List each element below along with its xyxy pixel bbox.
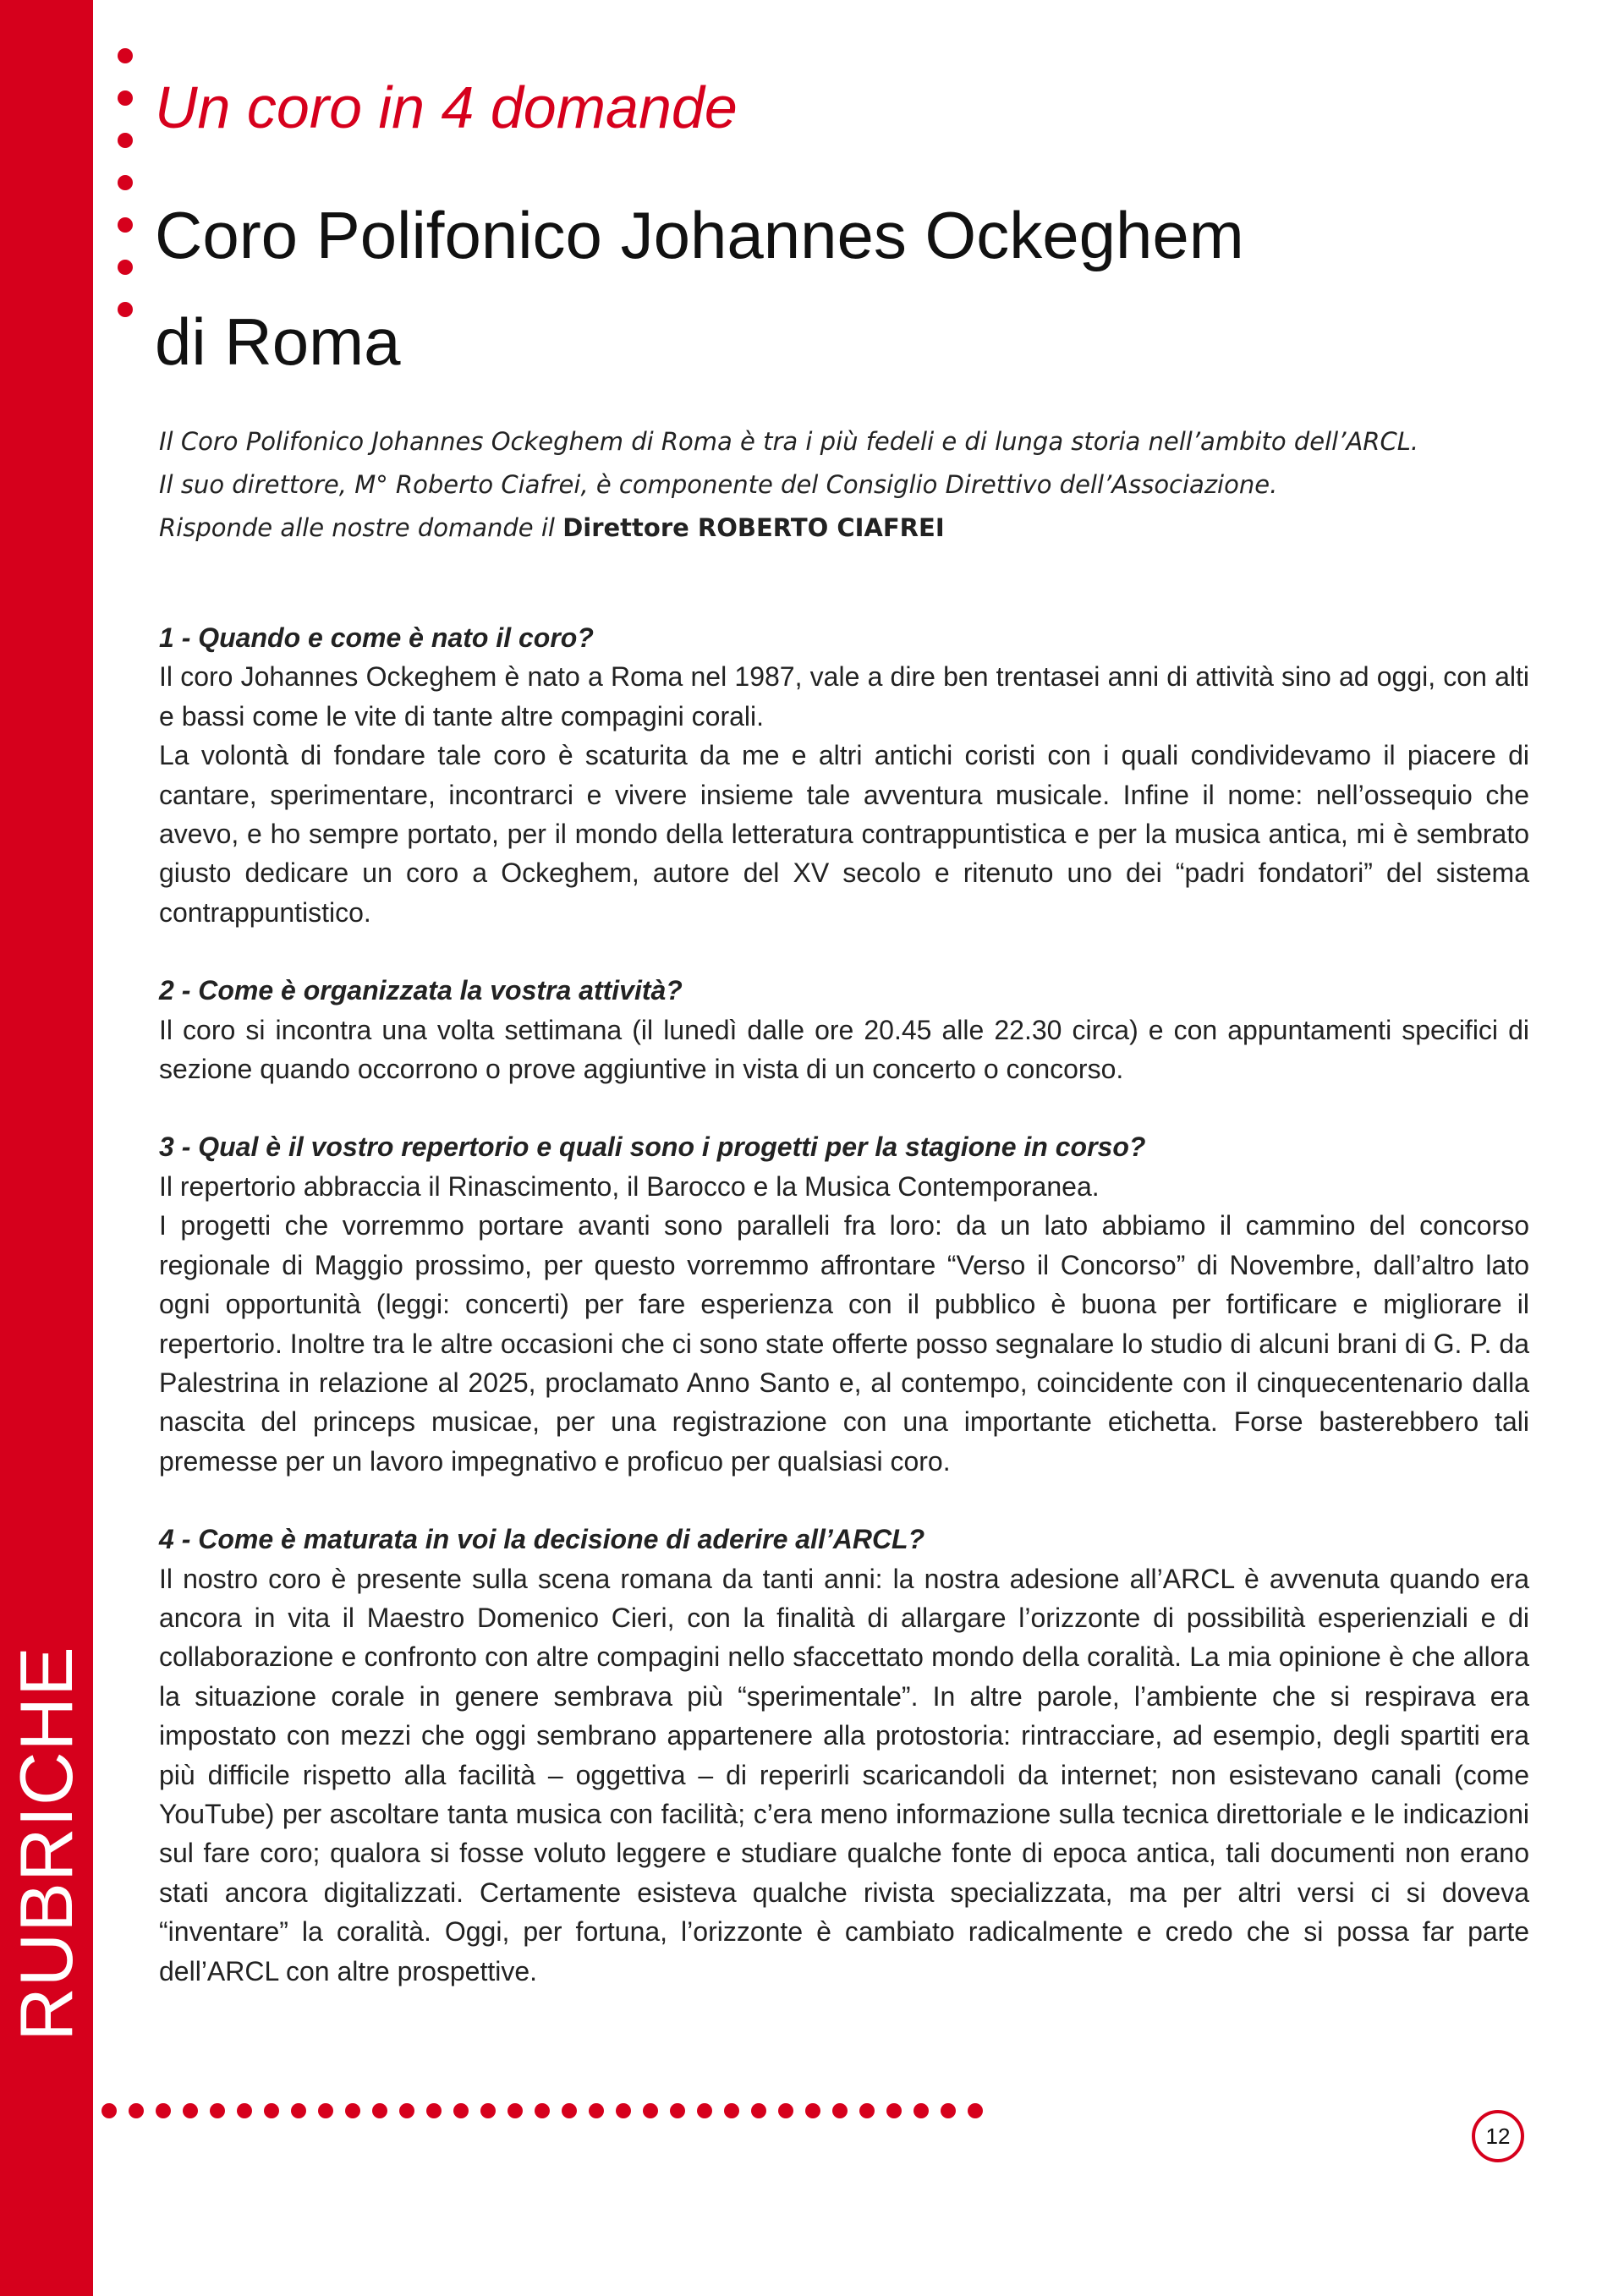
- decorative-dot: [643, 2103, 658, 2118]
- decorative-dot: [886, 2103, 902, 2118]
- decorative-dot: [118, 217, 133, 233]
- decorative-dot: [118, 260, 133, 275]
- decorative-dot: [805, 2103, 820, 2118]
- decorative-dot: [118, 90, 133, 106]
- decorative-dot: [941, 2103, 956, 2118]
- intro-paragraph: [159, 420, 1529, 550]
- question-heading: 4 - Come è maturata in voi la decisione di aderire all’ARCL?: [159, 1524, 925, 1555]
- page-title: [155, 182, 1244, 395]
- decorative-dot: [118, 48, 133, 63]
- interview-body: [159, 618, 1529, 1991]
- section-label: RUBRICHE: [4, 1646, 88, 2041]
- decorative-dot: [589, 2103, 604, 2118]
- answer-paragraph: Il coro si incontra una volta settimana (il lunedì dalle ore 20.45 alle 22.30 circa) e con appuntamenti specifici di sezione quando occorrono o prove aggiuntive in vista di un concerto o concorso.: [159, 1014, 1529, 1085]
- decorative-dot: [372, 2103, 387, 2118]
- decorative-dot: [859, 2103, 875, 2118]
- decorative-dot: [968, 2103, 983, 2118]
- decorative-dot: [183, 2103, 198, 2118]
- question-heading: 2 - Come è organizzata la vostra attività?: [159, 975, 683, 1006]
- decorative-dot: [237, 2103, 252, 2118]
- decorative-dot: [118, 175, 133, 190]
- decorative-dot: [724, 2103, 739, 2118]
- decorative-dot: [118, 302, 133, 317]
- section-sidebar: [0, 0, 93, 2296]
- decorative-dot: [751, 2103, 766, 2118]
- decorative-dot: [508, 2103, 523, 2118]
- decorative-dot: [291, 2103, 306, 2118]
- decorative-dot: [535, 2103, 550, 2118]
- intro-line: Il Coro Polifonico Johannes Ockeghem di Roma è tra i più fedeli e di lunga storia nell’ambito dell’ARCL.: [159, 427, 1419, 456]
- answer-paragraph: Il repertorio abbraccia il Rinascimento, il Barocco e la Musica Contemporanea.: [159, 1170, 1100, 1202]
- answer-paragraph: La volontà di fondare tale coro è scaturita da me e altri antichi coristi con i quali condividevamo il piacere di cantare, sperimentare, incontrarci e vivere insieme tale avventura musicale. Infine il nome: nell’ossequio che avevo, e ho sempre portato, per il mondo della letteratura contrappuntistica e per la musica antica, mi è sembrato giusto dedicare un coro a Ockeghem, autore del XV secolo e ritenuto uno dei “padri fondatori” del sistema contrappuntistico.: [159, 740, 1529, 928]
- decorative-dot: [832, 2103, 848, 2118]
- decorative-dot: [399, 2103, 414, 2118]
- answer-paragraph: Il coro Johannes Ockeghem è nato a Roma nel 1987, vale a dire ben trentasei anni di attività sino ad oggi, con alti e bassi come le vite di tante altre compagini corali.: [159, 661, 1529, 732]
- decorative-dot: [670, 2103, 685, 2118]
- qa-section: [159, 971, 1529, 1088]
- qa-section: [159, 1127, 1529, 1481]
- answer-paragraph: I progetti che vorremmo portare avanti sono paralleli fra loro: da un lato abbiamo il cammino del concorso regionale di Maggio prossimo, per questo vorremmo affrontare “Verso il Concorso” di Novembre, dall’altro lato ogni opportunità (leggi: concerti) per fare esperienza con il pubblico è buona per fortificare e migliorare il repertorio. Inoltre tra le altre occasioni che ci sono state offerte posso segnalare lo studio di alcuni brani di G. P. da Palestrina in relazione al 2025, proclamato Anno Santo e, al contempo, coincidente con il cinquecentenario dalla nascita del princeps musicae, per una registrazione con una importante etichetta. Forse basterebbero tali premesse per un lavoro impegnativo e proficuo per qualsiasi coro.: [159, 1210, 1529, 1477]
- decorative-dot: [616, 2103, 631, 2118]
- answer-paragraph: Il nostro coro è presente sulla scena romana da tanti anni: la nostra adesione all’ARCL è avvenuta quando era ancora in vita il Maestro Domenico Cieri, con la finalità di allargare l’orizzonte di possibilità esperienziali e di collaborazione e confronto con altre compagini nello sfaccettato mondo della coralità. La mia opinione è che allora la situazione corale in genere sembrava più “sperimentale”. In altre parole, l’ambiente che si respirava era impostato con mezzi che oggi sembrano appartenere alla protostoria: rintracciare, ad esempio, degli spartiti era più difficile rispetto alla facilità – oggettiva – di reperirli scaricandoli da internet; non esistevano canali (come YouTube) per ascoltare tanta musica con facilità; c’era meno informazione sulla tecnica direttoriale e le indicazioni sul fare coro; qualora si fosse voluto leggere e studiare qualche fonte di epoca antica, tali documenti non erano stati ancora digitalizzati. Certamente esisteva qualche rivista specializzata, ma per altri versi ci si doveva “inventare” la coralità. Oggi, per fortuna, l’orizzonte è cambiato radicalmente e credo che si possa far parte dell’ARCL con altre prospettive.: [159, 1563, 1529, 1986]
- decorative-dot: [210, 2103, 225, 2118]
- decorative-dot: [914, 2103, 929, 2118]
- intro-line: Il suo direttore, M° Roberto Ciafrei, è componente del Consiglio Direttivo dell’Associazione.: [159, 470, 1278, 499]
- question-heading: 1 - Quando e come è nato il coro?: [159, 622, 594, 653]
- decorative-dot: [156, 2103, 171, 2118]
- decorative-dot: [318, 2103, 333, 2118]
- decorative-dot: [697, 2103, 712, 2118]
- decorative-dot: [453, 2103, 469, 2118]
- decorative-dot: [102, 2103, 117, 2118]
- director-name: Direttore ROBERTO CIAFREI: [562, 513, 945, 542]
- decorative-dot: [118, 133, 133, 148]
- qa-section: [159, 618, 1529, 932]
- question-heading: 3 - Qual è il vostro repertorio e quali sono i progetti per la stagione in corso?: [159, 1132, 1146, 1163]
- page-number: 12: [1472, 2110, 1524, 2162]
- qa-section: [159, 1520, 1529, 1991]
- decorative-dot: [778, 2103, 793, 2118]
- article-kicker: Un coro in 4 domande: [155, 74, 738, 140]
- intro-prefix: Risponde alle nostre domande il: [159, 513, 563, 542]
- decorative-dot: [129, 2103, 144, 2118]
- decorative-dot: [480, 2103, 496, 2118]
- title-line: Coro Polifonico Johannes Ockeghem: [155, 198, 1244, 272]
- title-line: di Roma: [155, 304, 401, 379]
- decorative-dot: [562, 2103, 577, 2118]
- decorative-dot: [426, 2103, 442, 2118]
- intro-line: [159, 507, 1529, 550]
- decorative-dot: [345, 2103, 360, 2118]
- decorative-dot: [264, 2103, 279, 2118]
